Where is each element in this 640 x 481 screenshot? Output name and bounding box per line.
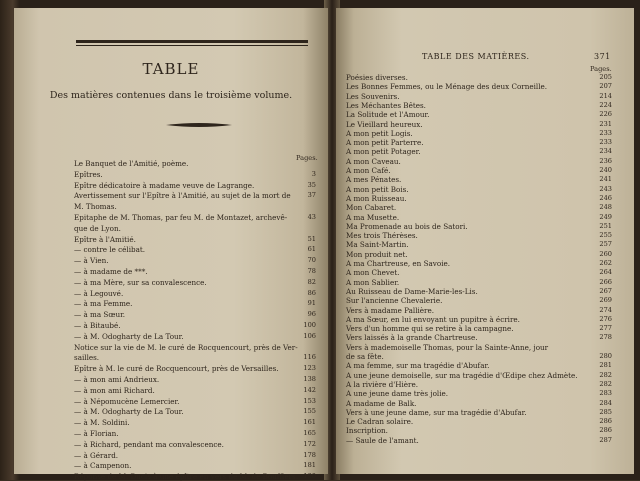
toc-entry-page: 207 [599, 82, 612, 91]
toc-entry-title: Ma Saint-Martin. [346, 240, 409, 250]
toc-entry-title: — à Florian. [74, 429, 119, 438]
page-number: 371 [594, 52, 611, 61]
toc-entry-title: — à mon ami Andrieux. [74, 375, 160, 384]
toc-entry-page: 214 [599, 91, 612, 100]
toc-entry-page: 165 [303, 429, 316, 437]
toc-entry-title: — à Richard, pendant ma convalescence. [74, 439, 224, 449]
toc-entry-title: A une jeune demoiselle, sur ma tragédie d'Œdipe chez Admète. [346, 370, 578, 380]
toc-entry-page: 37 [307, 191, 316, 200]
toc-entry-title: Epître dédicatoire à madame veuve de Lagrange. [74, 180, 255, 190]
toc-entry-title: Vers à mademoiselle Thomas, pour la Sainte-Anne, jour [346, 342, 549, 352]
toc-entry-title: A une jeune dame très jolie. [346, 389, 449, 399]
toc-entry-page: 255 [599, 231, 612, 240]
toc-entry-title: — à Legouvé. [74, 288, 124, 298]
right-page [336, 8, 634, 474]
toc-entry-page: 285 [599, 407, 612, 416]
toc-entry-page: 224 [599, 100, 612, 109]
toc-entry-page: 142 [303, 385, 316, 394]
toc-entry-title: A mes Pénates. [346, 175, 402, 185]
toc-entry-page: 269 [599, 296, 612, 305]
toc-entry-title: Mon produit net. [346, 249, 408, 259]
toc-entry-title: A mon petit Bois. [346, 184, 409, 194]
toc-entry-page: 283 [599, 389, 612, 398]
toc-entry-page: 43 [307, 213, 316, 221]
toc-entry-page: 161 [303, 418, 316, 427]
toc-entry-page: 243 [599, 184, 612, 193]
running-header: TABLE DES MATIÈRES. [422, 52, 530, 61]
toc-entry-title: A mon petit Logis. [346, 128, 413, 138]
page-subtitle: Des matières contenues dans le troisième volume. [49, 90, 293, 101]
toc-entry-page: 106 [303, 331, 316, 340]
toc-entry-page: 82 [307, 277, 316, 286]
toc-entry-title: — à M. Soldini. [74, 418, 130, 428]
toc-entry-page: 281 [599, 361, 612, 370]
toc-entry-page: 91 [307, 299, 316, 308]
toc-entry-page: 286 [599, 417, 612, 426]
toc-entry-title: A mon petit Parterre. [346, 138, 424, 148]
toc-entry-title: M. Thomas. [74, 202, 117, 212]
toc-entry-title: sailles. [74, 353, 100, 363]
toc-entry-title: A ma Sœur, en lui envoyant un pupitre à écrire. [346, 314, 520, 324]
toc-entry-page: 240 [599, 166, 612, 174]
toc-entry-page: 278 [599, 333, 612, 342]
toc-entry-title: — à ma Mère, sur sa convalescence. [74, 277, 207, 287]
toc-entry-title: A ma Chartreuse, en Savoie. [346, 259, 451, 268]
toc-entry-title: — à Vien. [74, 256, 109, 266]
toc-entry-title: Les Souvenirs. [346, 91, 400, 101]
toc-entry-title: Réponse de M. Ducis à une épître en vers de M. de Boufflers. [74, 472, 298, 481]
toc-entry-title: — à Bitaubé. [74, 321, 121, 330]
toc-entry-title: Le Cadran solaire. [346, 417, 414, 427]
toc-entry-page: 96 [307, 310, 316, 319]
toc-entry-page: 257 [599, 240, 612, 249]
toc-entry-page: 262 [599, 259, 612, 267]
toc-entry-title: que de Lyon. [74, 223, 121, 233]
toc-entry-page: 234 [599, 147, 612, 156]
toc-entry-title: — à madame de ***. [74, 267, 148, 276]
toc-entry-page: 35 [307, 180, 316, 189]
toc-entry-page: 61 [307, 245, 316, 254]
toc-entry-page: 138 [303, 375, 316, 383]
toc-entry-page: 284 [599, 398, 612, 407]
toc-entry-title: Vers à madame Pallière. [346, 305, 435, 315]
toc-entry-title: — à mon ami Richard. [74, 385, 155, 395]
toc-entry-title: A madame de Balk. [346, 398, 417, 408]
toc-entry-title: — à ma Sœur. [74, 310, 126, 320]
toc-entry-title: de sa fête. [346, 352, 384, 361]
pages-label: Pages. [590, 65, 612, 73]
toc-entry-page: 287 [599, 435, 612, 444]
toc-entry-page: 116 [303, 353, 316, 362]
toc-entry-page: 266 [599, 277, 612, 286]
toc-entry-title: Poésies diverses. [346, 73, 408, 82]
toc-entry-title: Mon Cabaret. [346, 203, 397, 213]
toc-entry-title: A la rivière d'Hière. [346, 379, 419, 389]
toc-entry-title: — contre le célibat. [74, 245, 146, 255]
toc-entry-page: 248 [599, 203, 612, 212]
toc-entry-title: Vers laissés à la grande Chartreuse. [346, 333, 478, 343]
toc-entry-page: 233 [599, 138, 612, 147]
toc-entry-page: 251 [599, 221, 612, 230]
toc-entry-title: Le Vieillard heureux. [346, 119, 423, 129]
toc-entry-title: Epîtres. [74, 169, 103, 179]
toc-entry-page: 246 [599, 193, 612, 202]
toc-entry-page: 3 [311, 169, 316, 178]
toc-entry-page: 282 [599, 370, 612, 379]
toc-entry-title: Inscription. [346, 426, 388, 436]
toc-entry-page: 226 [599, 110, 612, 119]
toc-entry-page: 286 [599, 426, 612, 435]
toc-entry-title: — à Népomucène Lemercier. [74, 396, 180, 406]
toc-entry-title: A ma femme, sur ma tragédie d'Abufar. [346, 361, 490, 371]
toc-entry-page: 267 [599, 286, 612, 295]
page-title: TABLE [142, 60, 200, 78]
toc-entry-page: 260 [599, 249, 612, 258]
toc-entry-page: 86 [307, 288, 316, 297]
top-rule-thin [76, 45, 308, 46]
toc-entry-page: 51 [307, 234, 316, 243]
toc-entry-page: 190 [303, 472, 316, 481]
toc-entry-page: 282 [599, 379, 612, 388]
toc-entry-title: — à Campenon. [74, 461, 132, 471]
toc-entry-title: A mon Chevet. [346, 268, 400, 278]
toc-entry-title: — à ma Femme. [74, 299, 133, 309]
toc-entry-page: 249 [599, 212, 612, 221]
toc-entry-title: Ma Promenade au bois de Satori. [346, 221, 468, 231]
toc-entry-page: 276 [599, 314, 612, 323]
toc-entry-title: La Solitude et l'Amour. [346, 110, 430, 120]
toc-entry-page: 205 [599, 73, 612, 81]
toc-entry-page: 277 [599, 324, 612, 333]
toc-entry-page: 172 [303, 439, 316, 448]
toc-entry-title: — à M. Odogharty de La Tour. [74, 331, 184, 341]
toc-entry-page: 100 [303, 321, 316, 329]
toc-entry-page: 178 [303, 450, 316, 459]
toc-entry-page: 236 [599, 156, 612, 165]
left-page [14, 8, 328, 481]
toc-entry-page: 280 [599, 352, 612, 360]
toc-entry-title: A mon Café. [346, 166, 391, 175]
toc-entry-title: Les Bonnes Femmes, ou le Ménage des deux Corneille. [346, 82, 548, 92]
toc-entry-title: Avertissement sur l'Epître à l'Amitié, au sujet de la mort de [74, 191, 291, 201]
toc-entry-title: Vers d'un homme qui se retire à la campagne. [346, 324, 514, 334]
toc-entry-page: 153 [303, 396, 316, 405]
toc-entry-title: — Saule de l'amant. [346, 435, 419, 445]
toc-entry-title: Epître à l'Amitié. [74, 234, 136, 244]
toc-entry-title: A ma Musette. [346, 212, 400, 222]
toc-entry-title: Le Banquet de l'Amitié, poème. [74, 159, 189, 168]
toc-entry-page: 264 [599, 268, 612, 277]
toc-entry-page: 181 [303, 461, 316, 470]
toc-entry-title: Notice sur la vie de M. le curé de Rocquencourt, près de Ver- [74, 342, 298, 352]
toc-entry-title: A mon Ruisseau. [346, 193, 407, 203]
top-rule-thick [76, 40, 308, 43]
toc-entry-title: Epître à M. le curé de Rocquencourt, près de Versailles. [74, 364, 279, 374]
toc-entry-title: A mon petit Potager. [346, 147, 421, 157]
toc-entry-page: 123 [303, 364, 316, 373]
toc-entry-title: Epitaphe de M. Thomas, par feu M. de Montazet, archevê- [74, 213, 288, 222]
toc-entry-title: A mon Sablier. [346, 277, 400, 287]
toc-entry-page: 233 [599, 128, 612, 137]
toc-entry-title: Au Ruisseau de Dame-Marie-les-Lis. [346, 286, 478, 296]
toc-entry-page: 231 [599, 119, 612, 128]
toc-entry-page: 274 [599, 305, 612, 314]
toc-entry-title: A mon Caveau. [346, 156, 401, 166]
pages-label: Pages. [296, 154, 318, 162]
ornament-rule [164, 121, 234, 129]
toc-entry-title: Vers à une jeune dame, sur ma tragédie d'Abufar. [346, 407, 527, 417]
toc-entry-page: 78 [307, 267, 316, 275]
toc-entry-page: 70 [307, 256, 316, 265]
toc-entry-title: Mes trois Thérèses. [346, 231, 418, 241]
toc-entry-title: Les Méchantes Bêtes. [346, 100, 426, 110]
toc-entry-page: 241 [599, 175, 612, 184]
toc-entry-page: 155 [303, 407, 316, 416]
toc-entry-title: — à M. Odogharty de La Tour. [74, 407, 184, 417]
toc-entry-title: Sur l'ancienne Chevalerie. [346, 296, 443, 306]
toc-entry-title: — à Gérard. [74, 450, 119, 460]
